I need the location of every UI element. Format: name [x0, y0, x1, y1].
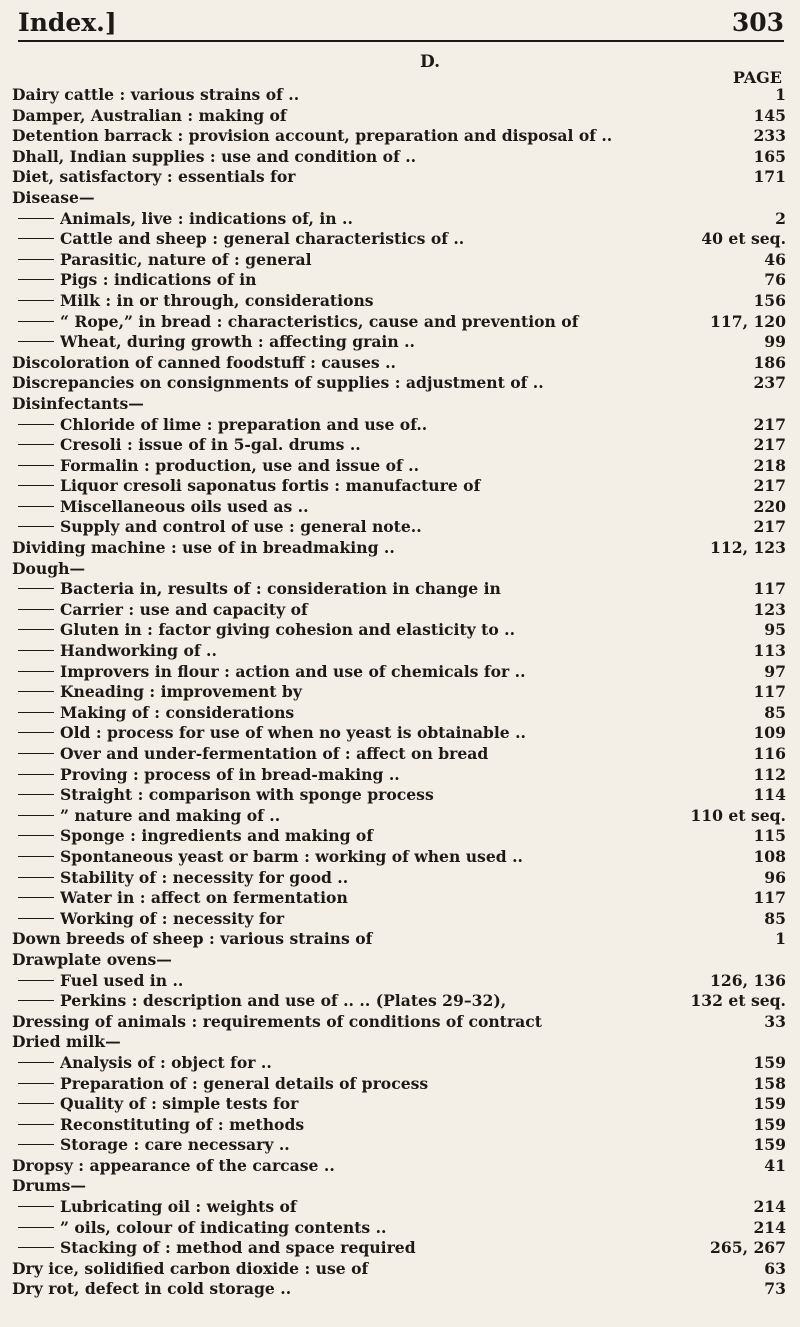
- entry-page-ref: 2: [775, 208, 786, 228]
- index-entry: [12, 1238, 786, 1259]
- sub-entry-dash: [18, 753, 54, 754]
- index-entry: [12, 1279, 786, 1300]
- index-heading: [12, 394, 786, 415]
- sub-entry-dash: [18, 321, 54, 322]
- entry-text: Sponge : ingredients and making of: [60, 826, 374, 846]
- index-entry: [12, 847, 786, 868]
- entry-text: Animals, live : indications of, in ..: [60, 208, 353, 228]
- entry-page-ref: 159: [753, 1135, 786, 1155]
- entry-text: Stability of : necessity for good ..: [60, 867, 349, 887]
- entry-text: Analysis of : object for ..: [60, 1052, 272, 1072]
- entry-text: Dressing of animals : requirements of conditions of contract: [12, 1011, 542, 1031]
- index-entry: [12, 600, 786, 621]
- index-entry: [12, 85, 786, 106]
- index-heading: [12, 1032, 786, 1053]
- entry-page-ref: 171: [753, 167, 786, 187]
- entry-page-ref: 156: [753, 290, 786, 310]
- entry-text: Dried milk—: [12, 1032, 121, 1052]
- entry-text: Parasitic, nature of : general: [60, 249, 312, 269]
- index-entry: [12, 517, 786, 538]
- index-entry: [12, 1197, 786, 1218]
- running-head: [18, 4, 784, 40]
- entry-text: Supply and control of use : general note..: [60, 517, 422, 537]
- sub-entry-dash: [18, 526, 54, 527]
- index-entry: [12, 1218, 786, 1239]
- index-entry: [12, 1012, 786, 1033]
- sub-entry-dash: [18, 238, 54, 239]
- entry-text: Handworking of ..: [60, 641, 217, 661]
- entry-page-ref: 165: [753, 146, 786, 166]
- entry-text: Liquor cresoli saponatus fortis : manufacture of: [60, 476, 481, 496]
- index-entry: [12, 456, 786, 477]
- entry-page-ref: 237: [753, 373, 786, 393]
- index-heading: [12, 950, 786, 971]
- entry-page-ref: 112, 123: [710, 538, 786, 558]
- index-entry: [12, 682, 786, 703]
- entry-text: “ Rope,” in bread : characteristics, cause and prevention of: [60, 311, 579, 331]
- entry-page-ref: 109: [753, 723, 786, 743]
- entry-text: Proving : process of in bread-making ..: [60, 764, 400, 784]
- entry-page-ref: 115: [753, 826, 786, 846]
- index-entry: [12, 291, 786, 312]
- sub-entry-dash: [18, 691, 54, 692]
- entry-page-ref: 132 et seq.: [690, 991, 786, 1011]
- entry-text: Down breeds of sheep : various strains of: [12, 929, 373, 949]
- sub-entry-dash: [18, 815, 54, 816]
- index-entry: [12, 909, 786, 930]
- entry-text: Straight : comparison with sponge process: [60, 785, 434, 805]
- sub-entry-dash: [18, 1083, 54, 1084]
- entry-page-ref: 123: [753, 599, 786, 619]
- entry-text: Spontaneous yeast or barm : working of when used ..: [60, 846, 523, 866]
- entry-page-ref: 85: [764, 702, 786, 722]
- page-number: 303: [731, 7, 784, 37]
- sub-entry-dash: [18, 856, 54, 857]
- index-entry: [12, 1094, 786, 1115]
- entry-text: Preparation of : general details of process: [60, 1073, 429, 1093]
- entry-page-ref: 126, 136: [710, 970, 786, 990]
- sub-entry-dash: [18, 506, 54, 507]
- entry-text: Milk : in or through, considerations: [60, 290, 374, 310]
- index-entry: [12, 167, 786, 188]
- entry-page-ref: 1: [775, 85, 786, 104]
- entry-text: ” nature and making of ..: [60, 805, 281, 825]
- sub-entry-dash: [18, 1206, 54, 1207]
- entry-page-ref: 186: [753, 352, 786, 372]
- entry-text: Dropsy : appearance of the carcase ..: [12, 1155, 335, 1175]
- entry-page-ref: 113: [753, 641, 786, 661]
- sub-entry-dash: [18, 444, 54, 445]
- index-entry: [12, 868, 786, 889]
- entry-page-ref: 214: [753, 1197, 786, 1217]
- entry-text: Working of : necessity for: [60, 908, 285, 928]
- entry-text: Lubricating oil : weights of: [60, 1197, 297, 1217]
- entry-page-ref: 117, 120: [710, 311, 786, 331]
- entry-text: Disinfectants—: [12, 393, 144, 413]
- sub-entry-dash: [18, 774, 54, 775]
- sub-entry-dash: [18, 918, 54, 919]
- entry-text: Old : process for use of when no yeast is obtainable ..: [60, 723, 526, 743]
- entry-text: Formalin : production, use and issue of ..: [60, 455, 420, 475]
- sub-entry-dash: [18, 259, 54, 260]
- entry-text: Detention barrack : provision account, preparation and disposal of ..: [12, 126, 613, 146]
- entry-text: Gluten in : factor giving cohesion and elasticity to ..: [60, 620, 516, 640]
- index-entry: [12, 209, 786, 230]
- index-entry: [12, 373, 786, 394]
- sub-entry-dash: [18, 1247, 54, 1248]
- sub-entry-dash: [18, 980, 54, 981]
- sub-entry-dash: [18, 897, 54, 898]
- entry-page-ref: 158: [753, 1073, 786, 1093]
- entry-text: Dough—: [12, 558, 86, 578]
- entry-page-ref: 1: [775, 929, 786, 949]
- entry-text: Drawplate ovens—: [12, 949, 172, 969]
- entry-page-ref: 214: [753, 1217, 786, 1237]
- index-entry: [12, 991, 786, 1012]
- entry-page-ref: 112: [753, 764, 786, 784]
- entry-text: Discoloration of canned foodstuff : causes ..: [12, 352, 396, 372]
- sub-entry-dash: [18, 1227, 54, 1228]
- entry-text: Dry rot, defect in cold storage ..: [12, 1279, 292, 1299]
- index-entry: [12, 1115, 786, 1136]
- entry-text: Perkins : description and use of .. .. (Plates 29–32),: [60, 991, 507, 1011]
- entry-text: Water in : affect on fermentation: [60, 888, 348, 908]
- entry-text: Carrier : use and capacity of: [60, 599, 308, 619]
- entry-text: Over and under-fermentation of : affect on bread: [60, 744, 489, 763]
- index-entry: [12, 147, 786, 168]
- entry-page-ref: 41: [764, 1155, 786, 1175]
- index-heading: [12, 188, 786, 209]
- index-entry: [12, 826, 786, 847]
- entry-page-ref: 217: [753, 435, 786, 455]
- entry-text: Wheat, during growth : affecting grain ..: [60, 332, 415, 352]
- entry-page-ref: 108: [753, 846, 786, 866]
- index-entry: [12, 1074, 786, 1095]
- index-entry: [12, 332, 786, 353]
- entry-text: Pigs : indications of in: [60, 270, 257, 290]
- entry-text: Dhall, Indian supplies : use and condition of ..: [12, 146, 417, 166]
- entry-page-ref: 159: [753, 1094, 786, 1114]
- running-head-title: Index.]: [18, 7, 117, 37]
- index-entry: [12, 620, 786, 641]
- entry-text: Bacteria in, results of : consideration in change in: [60, 579, 501, 599]
- index-entry: [12, 1259, 786, 1280]
- index-entry: [12, 1053, 786, 1074]
- entry-page-ref: 145: [753, 105, 786, 125]
- index-entry: [12, 765, 786, 786]
- sub-entry-dash: [18, 1103, 54, 1104]
- index-entry: [12, 497, 786, 518]
- index-entry: [12, 641, 786, 662]
- entry-text: Stacking of : method and space required: [60, 1238, 416, 1258]
- sub-entry-dash: [18, 835, 54, 836]
- sub-entry-dash: [18, 279, 54, 280]
- sub-entry-dash: [18, 300, 54, 301]
- index-entry-list: [12, 85, 786, 1300]
- index-entry: [12, 971, 786, 992]
- entry-page-ref: 46: [764, 249, 786, 269]
- index-entry: [12, 106, 786, 127]
- index-entry: [12, 723, 786, 744]
- entry-text: Cresoli : issue of in 5-gal. drums ..: [60, 435, 361, 455]
- sub-entry-dash: [18, 341, 54, 342]
- entry-page-ref: 40 et seq.: [701, 229, 786, 249]
- sub-entry-dash: [18, 588, 54, 589]
- page-column-label: PAGE: [732, 68, 782, 87]
- entry-text: Improvers in flour : action and use of chemicals for ..: [60, 661, 526, 681]
- index-entry: [12, 662, 786, 683]
- entry-page-ref: 217: [753, 414, 786, 434]
- sub-entry-dash: [18, 424, 54, 425]
- entry-text: Quality of : simple tests for: [60, 1094, 299, 1114]
- sub-entry-dash: [18, 629, 54, 630]
- entry-text: Dividing machine : use of in breadmaking ..: [12, 538, 395, 558]
- index-entry: [12, 126, 786, 147]
- index-entry: [12, 270, 786, 291]
- entry-page-ref: 116: [753, 744, 786, 763]
- sub-entry-dash: [18, 877, 54, 878]
- entry-text: Dry ice, solidified carbon dioxide : use of: [12, 1258, 369, 1278]
- entry-text: Cattle and sheep : general characteristics of ..: [60, 229, 465, 249]
- entry-page-ref: 95: [764, 620, 786, 640]
- entry-page-ref: 218: [753, 455, 786, 475]
- entry-text: Reconstituting of : methods: [60, 1114, 305, 1134]
- sub-entry-dash: [18, 650, 54, 651]
- index-entry: [12, 435, 786, 456]
- index-entry: [12, 744, 786, 765]
- entry-text: Kneading : improvement by: [60, 682, 302, 702]
- entry-page-ref: 76: [764, 270, 786, 290]
- entry-page-ref: 73: [764, 1279, 786, 1299]
- entry-page-ref: 110 et seq.: [690, 805, 786, 825]
- entry-page-ref: 114: [753, 785, 786, 805]
- entry-page-ref: 220: [753, 496, 786, 516]
- sub-entry-dash: [18, 1144, 54, 1145]
- entry-text: Damper, Australian : making of: [12, 105, 287, 125]
- entry-page-ref: 33: [764, 1011, 786, 1031]
- entry-page-ref: 117: [753, 682, 786, 702]
- index-entry: [12, 579, 786, 600]
- entry-text: Chloride of lime : preparation and use of..: [60, 414, 428, 434]
- entry-page-ref: 96: [764, 867, 786, 887]
- entry-page-ref: 217: [753, 517, 786, 537]
- entry-text: Miscellaneous oils used as ..: [60, 496, 309, 516]
- index-entry: [12, 806, 786, 827]
- entry-text: Fuel used in ..: [60, 970, 184, 990]
- index-entry: [12, 888, 786, 909]
- entry-page-ref: 233: [753, 126, 786, 146]
- section-letter: D.: [419, 52, 441, 72]
- entry-text: Disease—: [12, 187, 95, 207]
- entry-text: Storage : care necessary ..: [60, 1135, 290, 1155]
- index-heading: [12, 1176, 786, 1197]
- index-entry: [12, 312, 786, 333]
- entry-text: Diet, satisfactory : essentials for: [12, 167, 296, 187]
- header-rule: [18, 40, 784, 42]
- index-entry: [12, 476, 786, 497]
- sub-entry-dash: [18, 1124, 54, 1125]
- sub-entry-dash: [18, 712, 54, 713]
- sub-entry-dash: [18, 609, 54, 610]
- index-entry: [12, 353, 786, 374]
- index-entry: [12, 229, 786, 250]
- sub-entry-dash: [18, 732, 54, 733]
- entry-page-ref: 117: [753, 579, 786, 599]
- entry-page-ref: 97: [764, 661, 786, 681]
- index-entry: [12, 1156, 786, 1177]
- index-entry: [12, 250, 786, 271]
- index-entry: [12, 1135, 786, 1156]
- sub-entry-dash: [18, 1062, 54, 1063]
- entry-page-ref: 159: [753, 1052, 786, 1072]
- sub-entry-dash: [18, 485, 54, 486]
- entry-page-ref: 85: [764, 908, 786, 928]
- entry-text: Dairy cattle : various strains of ..: [12, 85, 300, 104]
- index-entry: [12, 785, 786, 806]
- sub-entry-dash: [18, 794, 54, 795]
- entry-page-ref: 99: [764, 332, 786, 352]
- index-heading: [12, 559, 786, 580]
- index-entry: [12, 703, 786, 724]
- sub-entry-dash: [18, 671, 54, 672]
- entry-text: Discrepancies on consignments of supplies : adjustment of ..: [12, 373, 544, 393]
- entry-text: ” oils, colour of indicating contents ..: [60, 1217, 387, 1237]
- sub-entry-dash: [18, 1000, 54, 1001]
- sub-entry-dash: [18, 465, 54, 466]
- entry-page-ref: 217: [753, 476, 786, 496]
- index-entry: [12, 415, 786, 436]
- index-entry: [12, 538, 786, 559]
- entry-page-ref: 159: [753, 1114, 786, 1134]
- index-entry: [12, 929, 786, 950]
- entry-text: Making of : considerations: [60, 702, 295, 722]
- entry-page-ref: 63: [764, 1258, 786, 1278]
- sub-entry-dash: [18, 218, 54, 219]
- entry-page-ref: 117: [753, 888, 786, 908]
- entry-page-ref: 265, 267: [710, 1238, 786, 1258]
- entry-text: Drums—: [12, 1176, 86, 1196]
